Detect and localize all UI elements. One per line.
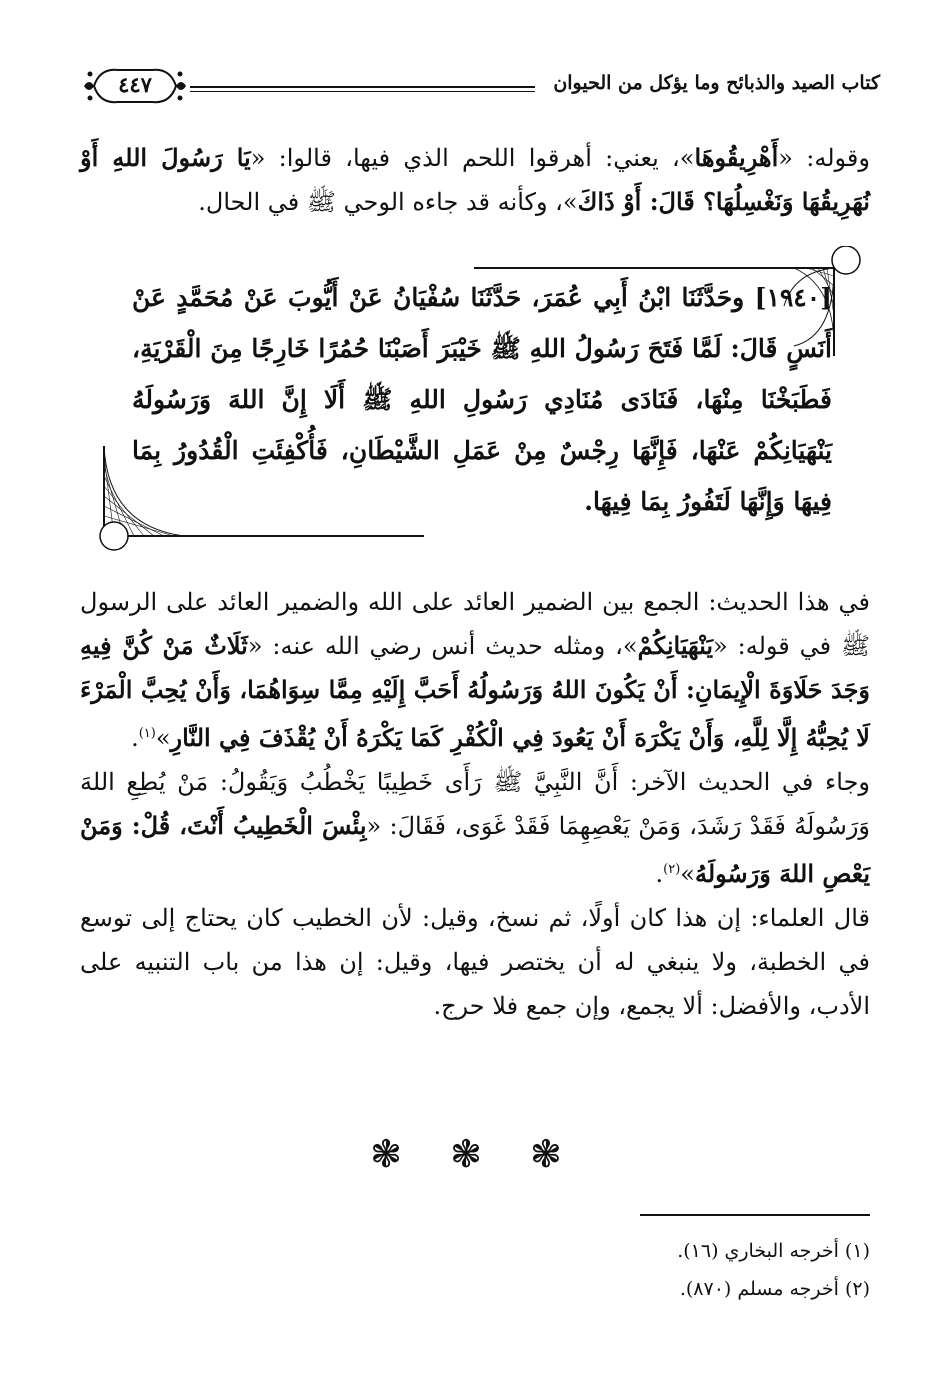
header-rule — [190, 86, 535, 92]
section-separator-icon: ❃ ❃ ❃ — [370, 1132, 580, 1176]
running-header — [80, 62, 880, 112]
commentary-paragraph-1: في هذا الحديث: الجمع بين الضمير العائد على الله والضمير العائد على الرسول ﷺ في قوله: «يَنْهَيَانِكُمْ»، ومثله حديث أنس رضي الله عنه: «ثَلَاثٌ مَنْ كُنَّ فِيهِ وَجَدَ حَلَاوَةَ الْإِيمَانِ: أَنْ يَكُونَ اللهُ وَرَسُولُهُ أَحَبَّ إِلَيْهِ مِمَّا سِوَاهُمَا، وَأَنْ يُحِبَّ الْمَرْءَ لَا يُحِبُّهُ إِلَّا لِلَّهِ، وَأَنْ يَكْرَهَ أَنْ يَعُودَ فِي الْكُفْرِ كَمَا يَكْرَهُ أَنْ يُقْذَفَ فِي النَّارِ»$^{(١)}$. — [80, 588, 871, 752]
commentary-paragraph-2: وجاء في الحديث الآخر: أَنَّ النَّبِيَّ ﷺ رَأَى خَطِيبًا يَخْطُبُ وَيَقُولُ: مَنْ يُطِعِ اللهَ وَرَسُولَهُ فَقَدْ رَشَدَ، وَمَنْ يَعْصِهِمَا فَقَدْ غَوَى، فَقَالَ: «بِئْسَ الْخَطِيبُ أَنْتَ، قُلْ: وَمَنْ يَعْصِ اللهَ وَرَسُولَهُ»$^{(٢)}$. — [80, 768, 871, 888]
footnote-2: (٢) أخرجه مسلم (٨٧٠). — [679, 1278, 870, 1300]
intro-paragraph: وقوله: «أَهْرِيقُوهَا»، يعني: أهرقوا اللحم الذي فيها، قالوا: «يَا رَسُولَ اللهِ أَوْ نُهَرِيقُهَا وَنَغْسِلُهَا؟ قَالَ: أَوْ ذَاكَ»، وكأنه قد جاءه الوحي ﷺ في الحال. — [80, 143, 870, 216]
commentary-paragraph-3: قال العلماء: إن هذا كان أولًا، ثم نسخ، وقيل: لأن الخطيب كان يحتاج إلى توسع في الخطبة، ولا ينبغي له أن يختصر فيها، وقيل: إن هذا من باب التنبيه على الأدب، والأفضل: ألا يجمع، وإن جمع فلا حرج. — [80, 904, 870, 1020]
footnote-ref-2: (٢) — [663, 862, 681, 877]
commentary — [80, 580, 870, 1028]
hadith-text: [١٩٤٠] وحَدَّثَنَا ابْنُ أَبِي عُمَرَ، حَدَّثَنَا سُفْيَانُ عَنْ أَيُّوبَ عَنْ مُحَمَّدٍ عَنْ أَنَسٍ قَالَ: لَمَّا فَتَحَ رَسُولُ اللهِ ﷺ خَيْبَرَ أَصَبْنَا حُمُرًا خَارِجًا مِنَ الْقَرْيَةِ، فَطَبَخْنَا مِنْهَا، فَنَادَى مُنَادِي رَسُولِ اللهِ ﷺ أَلَا إِنَّ اللهَ وَرَسُولَهُ يَنْهَيَانِكُمْ عَنْهَا، فَإِنَّهَا رِجْسٌ مِنْ عَمَلِ الشَّيْطَانِ، فَأُكْفِئَتِ الْقُدُورُ بِمَا فِيهَا وَإِنَّهَا لَتَفُورُ بِمَا فِيهَا. — [132, 283, 832, 516]
footnotes — [80, 1232, 870, 1308]
chapter-title: كتاب الصيد والذبائح وما يؤكل من الحيوان — [553, 72, 880, 94]
footnote-ref-1: (١) — [138, 726, 156, 741]
page-number: ٤٤٧ — [118, 72, 152, 97]
footnote-1: (١) أخرجه البخاري (١٦). — [677, 1240, 870, 1262]
footnote-rule — [640, 1214, 870, 1216]
